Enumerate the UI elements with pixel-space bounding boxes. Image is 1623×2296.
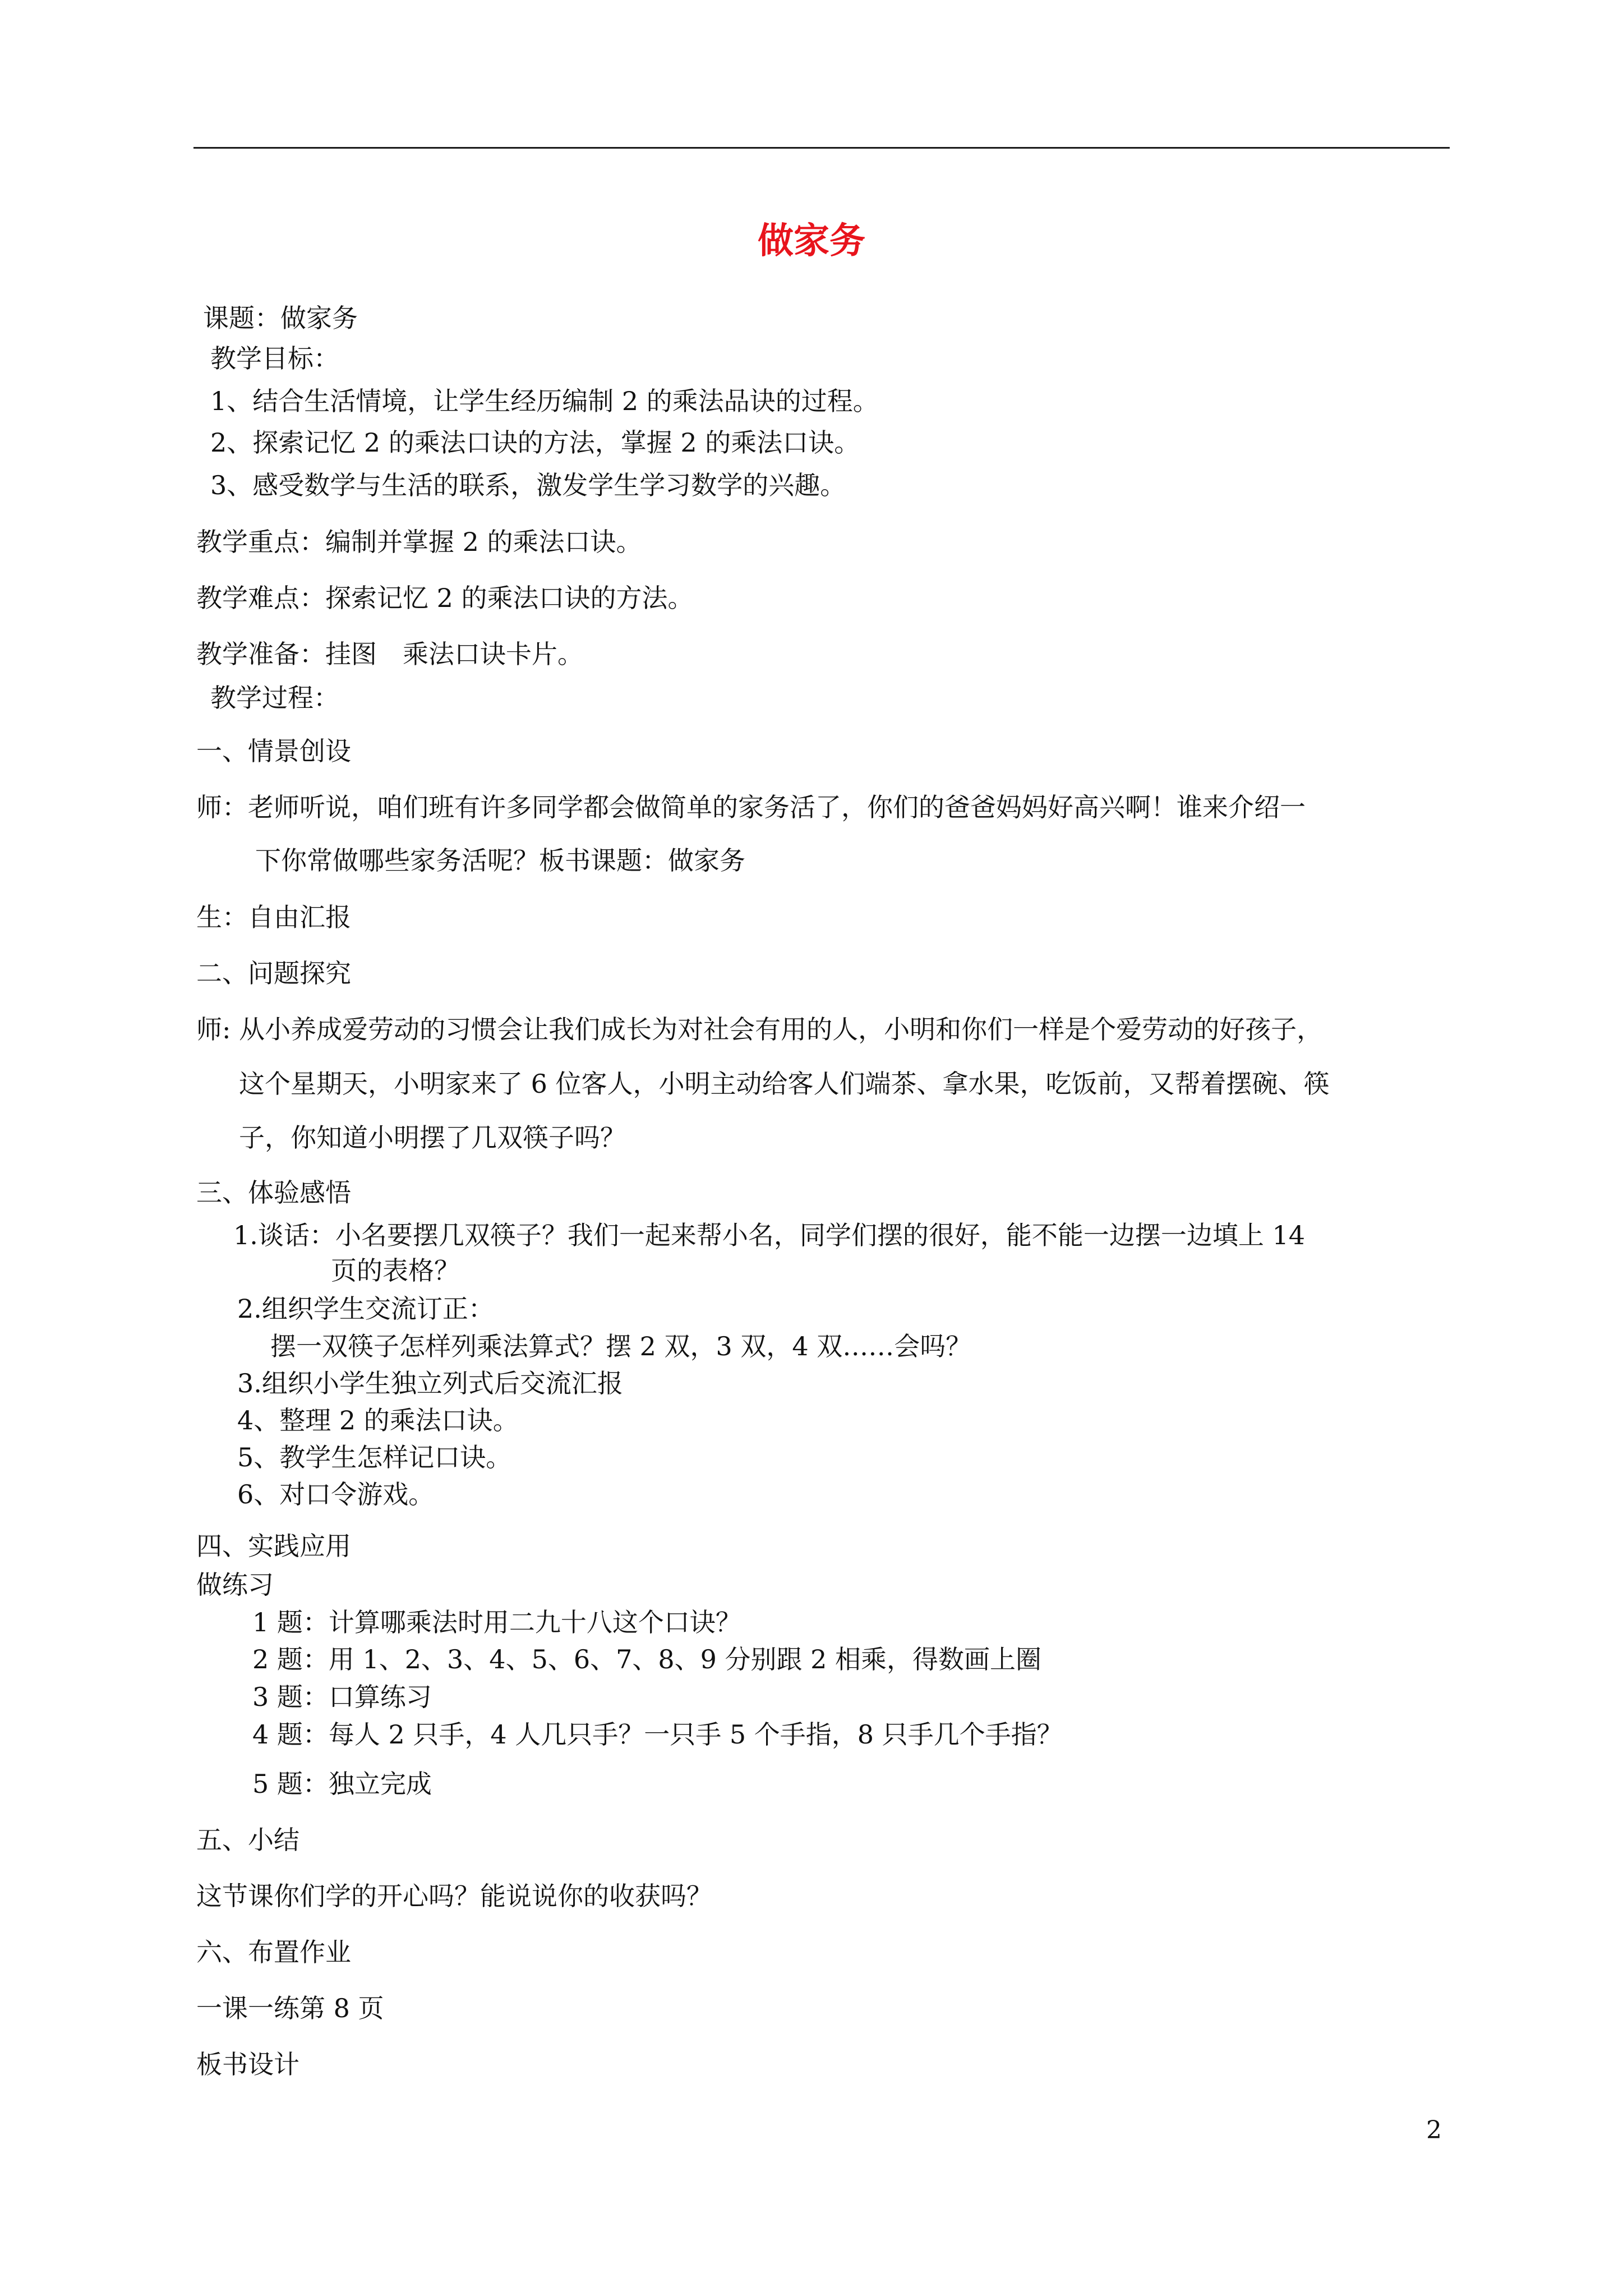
exercise-item: 4 题：每人 2 只手，4 人几只手？一只手 5 个手指，8 只手几个手指？ xyxy=(252,1719,1063,1750)
list-item: 5、教学生怎样记口诀。 xyxy=(237,1442,512,1473)
exercise-item: 2 题：用 1、2、3、4、5、6、7、8、9 分别跟 2 相乘，得数画上圈 xyxy=(252,1644,1042,1674)
section-heading: 五、小结 xyxy=(196,1825,299,1855)
teacher-line: 师：老师听说，咱们班有许多同学都会做简单的家务活了，你们的爸爸妈妈好高兴啊！谁来介绍一 xyxy=(196,792,1306,822)
teacher-line: 下你常做哪些家务活呢？板书课题：做家务 xyxy=(255,845,745,876)
goals-heading: 教学目标： xyxy=(210,343,339,374)
subheading: 做练习 xyxy=(196,1570,274,1600)
list-item: 摆一双筷子怎样列乘法算式？摆 2 双，3 双，4 双……会吗？ xyxy=(270,1331,972,1361)
goal-item: 3、感受数学与生活的联系，激发学生学习数学的兴趣。 xyxy=(210,470,846,500)
list-item: 4、整理 2 的乘法口诀。 xyxy=(237,1405,519,1435)
list-item: 3.组织小学生独立列式后交流汇报 xyxy=(237,1368,623,1398)
list-item: 6、对口令游戏。 xyxy=(237,1479,435,1510)
goal-item: 2、探索记忆 2 的乘法口诀的方法，掌握 2 的乘法口诀。 xyxy=(210,427,860,458)
section-heading: 二、问题探究 xyxy=(196,958,351,988)
process-heading: 教学过程： xyxy=(210,683,339,713)
difficulty: 教学难点：探索记忆 2 的乘法口诀的方法。 xyxy=(196,583,694,613)
preparation: 教学准备：挂图 乘法口诀卡片。 xyxy=(196,639,583,669)
section-heading: 四、实践应用 xyxy=(196,1531,351,1561)
list-item: 1.谈话：小名要摆几双筷子？我们一起来帮小名，同学们摆的很好，能不能一边摆一边填上 14 xyxy=(233,1220,1306,1250)
lesson-topic: 课题：做家务 xyxy=(203,303,358,333)
paragraph: 板书设计 xyxy=(196,2049,299,2079)
section-heading: 一、情景创设 xyxy=(196,736,351,766)
teacher-line: 师: 从小养成爱劳动的习惯会让我们成长为对社会有用的人，小明和你们一样是个爱劳动的好孩子， xyxy=(196,1014,1323,1045)
paragraph: 一课一练第 8 页 xyxy=(196,1993,384,2023)
key-point: 教学重点：编制并掌握 2 的乘法口诀。 xyxy=(196,527,642,557)
list-item: 页的表格？ xyxy=(331,1255,460,1286)
list-item: 2.组织学生交流订正： xyxy=(237,1294,494,1324)
paragraph: 这节课你们学的开心吗？能说说你的收获吗？ xyxy=(196,1881,712,1911)
header-rule xyxy=(193,147,1450,149)
exercise-item: 1 题：计算哪乘法时用二九十八这个口诀？ xyxy=(252,1607,741,1637)
teacher-line: 子，你知道小明摆了几双筷子吗？ xyxy=(239,1122,626,1153)
teacher-line: 这个星期天，小明家来了 6 位客人，小明主动给客人们端茶、拿水果，吃饭前，又帮着摆碗、筷 xyxy=(239,1069,1330,1099)
section-heading: 三、体验感悟 xyxy=(196,1177,351,1208)
page-title: 做家务 xyxy=(758,220,865,262)
exercise-item: 5 题：独立完成 xyxy=(252,1769,432,1799)
section-heading: 六、布置作业 xyxy=(196,1937,351,1967)
goal-item: 1、结合生活情境，让学生经历编制 2 的乘法品诀的过程。 xyxy=(210,386,879,416)
student-line: 生：自由汇报 xyxy=(196,902,351,932)
exercise-item: 3 题：口算练习 xyxy=(252,1682,432,1712)
page-number: 2 xyxy=(1426,2116,1442,2145)
